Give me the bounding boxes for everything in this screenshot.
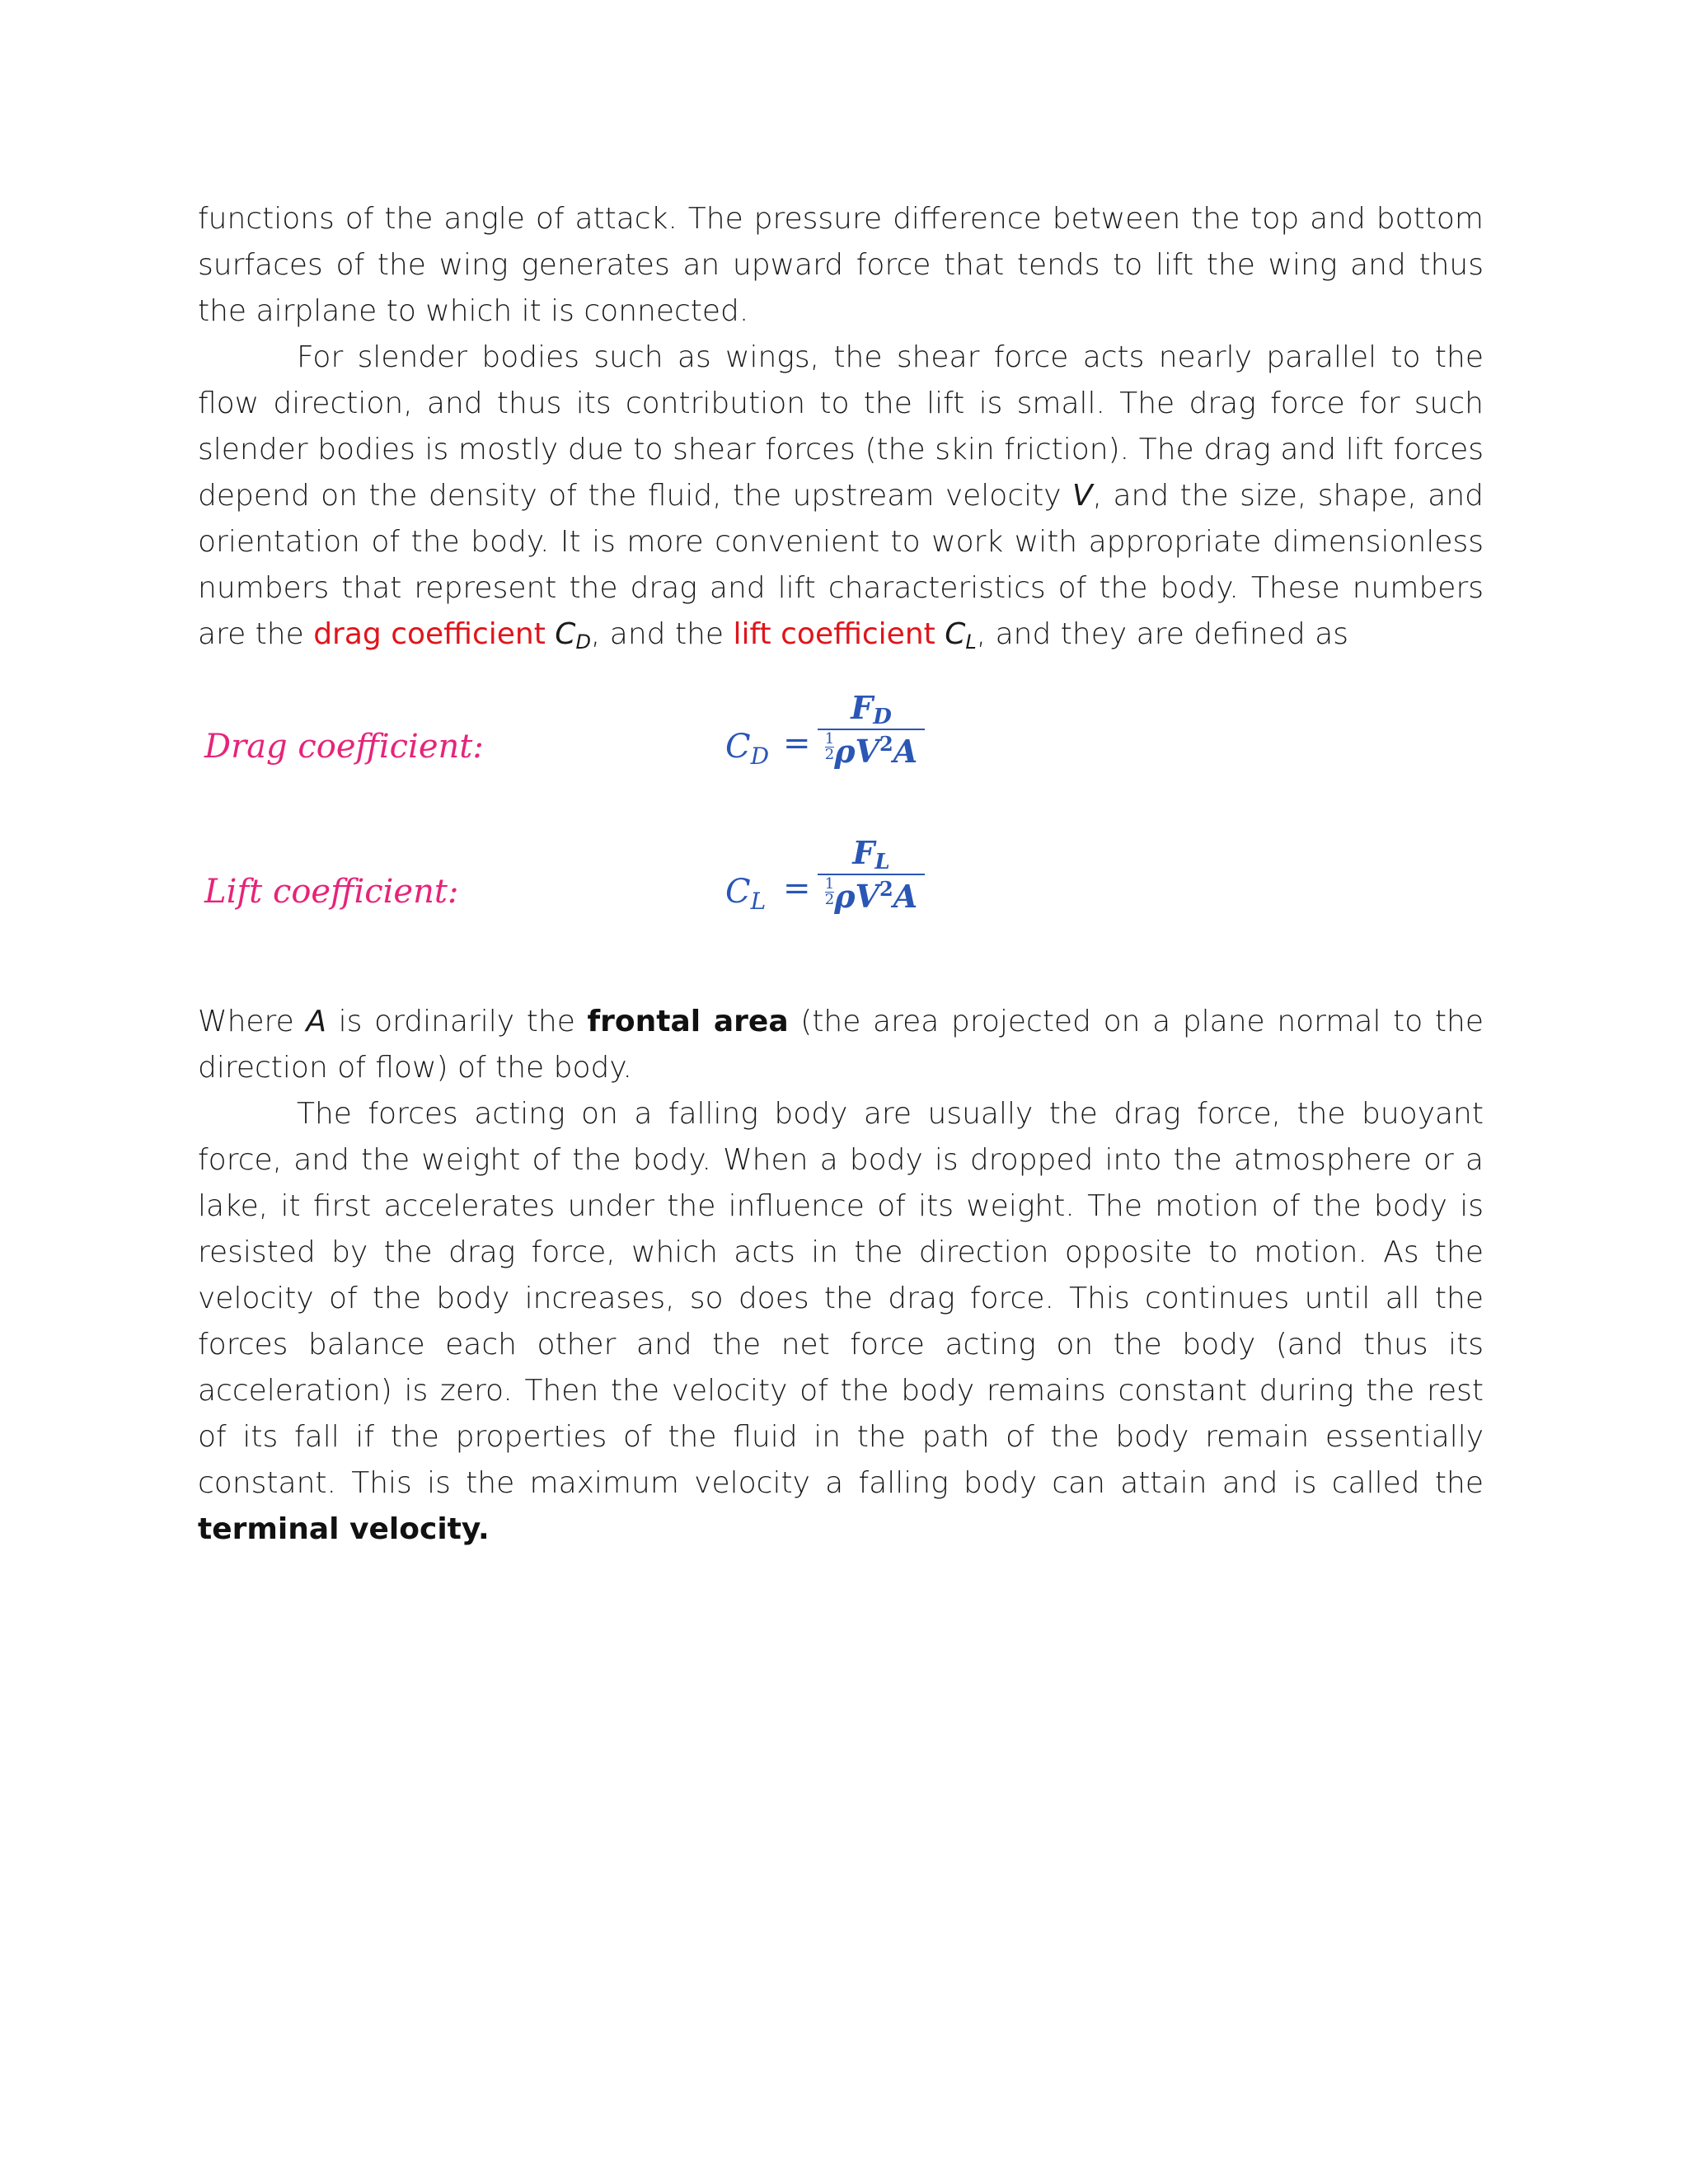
equation-label-lift: Lift coefficient: — [204, 873, 459, 911]
fraction-lift-denominator — [818, 875, 925, 916]
equation-lhs-lift-c: C — [725, 873, 751, 911]
paragraph-slender-bodies — [198, 335, 1484, 658]
equation-lhs-drag — [725, 724, 769, 770]
den-lift-a: A — [893, 878, 918, 915]
term-lift-coefficient: lift coefficient — [733, 617, 935, 651]
equation-lhs-drag-c: C — [725, 728, 751, 766]
paragraph-angle-of-attack: functions of the angle of attack. The pressure difference between the top and bottom surfaces of the wing generates an upward force that tends to lift the wing and thus the airplane to which it is connected. — [198, 202, 1484, 328]
fraction-drag-denominator — [818, 730, 925, 771]
slender-text-a: For slender bodies such as wings, the shear force acts nearly parallel to the flow direction, and thus its contribution to the lift is small. The drag force for such slender bodies is mostly due to shear forces (the skin friction). The drag and lift forces depend on the density of the fluid, the upstream velocity — [198, 340, 1484, 513]
coefficient-equations — [198, 673, 1484, 969]
slender-text-b: , and the size, shape, and orientation of the body. It is more convenient to work with appropriate dimensionless numbers that represent the drag and lift characteristics of the body. These numbers are the — [198, 479, 1484, 651]
half-drag-top: 1 — [824, 730, 835, 748]
slender-text-d: , and they are defined as — [976, 617, 1349, 651]
falling-text-a: The forces acting on a falling body are usually the drag force, the buoyant force, and the weight of the body. When a body is dropped into the atmosphere or a lake, it first accelerates under the influence of its weight. The motion of the body is resisted by the drag force, which acts in the direction opposite to motion. As the velocity of the body increases, so does the drag force. This continues until all the forces balance each other and the net force acting on the body (and thus its acceleration) is zero. Then the velocity of the body remains constant during the rest of its fall if the properties of the fluid in the path of the body remain essentially constant. This is the maximum velocity a falling body can attain and is called the — [198, 1097, 1484, 1500]
symbol-cd-sub: D — [575, 630, 591, 654]
symbol-velocity: V — [1071, 479, 1093, 513]
numerator-lift-sub: L — [874, 850, 890, 874]
slender-text-c: , and the — [590, 617, 734, 651]
numerator-drag-sub: D — [873, 705, 892, 729]
symbol-cd — [555, 617, 591, 654]
fraction-drag — [818, 689, 925, 771]
symbol-area: A — [306, 1005, 327, 1038]
half-lift — [825, 877, 834, 907]
equation-equals-drag: = — [783, 724, 811, 762]
term-terminal-velocity: terminal velocity. — [198, 1512, 490, 1546]
half-drag — [825, 732, 834, 762]
fraction-lift-numerator — [818, 834, 925, 875]
term-frontal-area: frontal area — [587, 1005, 789, 1038]
equation-lhs-drag-sub: D — [750, 743, 770, 770]
den-lift-sup: 2 — [879, 877, 893, 901]
term-drag-coefficient: drag coefficient — [313, 617, 546, 651]
symbol-cd-c: C — [555, 617, 576, 651]
fraction-lift — [818, 834, 925, 916]
equation-equals-lift: = — [783, 869, 811, 907]
equation-lhs-lift — [725, 869, 766, 915]
den-lift-rho: ρ — [834, 878, 856, 915]
symbol-cl-sub: L — [965, 630, 977, 654]
frontal-text-a: Where — [198, 1005, 307, 1038]
equation-lift — [198, 834, 1484, 958]
half-drag-bottom: 2 — [824, 746, 835, 763]
frontal-text-c: (the area projected on a plane normal to the direction of flow) of the body. — [198, 1005, 1484, 1085]
half-lift-top: 1 — [824, 875, 835, 893]
paragraph-falling-body — [198, 1091, 1484, 1553]
half-lift-bottom: 2 — [824, 891, 835, 908]
den-drag-sup: 2 — [879, 732, 893, 756]
den-drag-v: V — [855, 733, 880, 770]
frontal-text-b: is ordinarily the — [326, 1005, 588, 1038]
equation-label-drag: Drag coefficient: — [204, 728, 484, 766]
den-drag-rho: ρ — [834, 733, 856, 770]
numerator-lift-f: F — [852, 834, 875, 871]
numerator-drag-f: F — [851, 689, 874, 726]
equation-lhs-lift-sub: L — [750, 888, 767, 915]
den-lift-v: V — [855, 878, 880, 915]
paragraph-frontal-area — [198, 999, 1484, 1091]
den-drag-a: A — [893, 733, 918, 770]
symbol-cl-c: C — [945, 617, 966, 651]
symbol-cl — [945, 617, 977, 654]
equation-drag — [198, 689, 1484, 813]
document-page — [198, 196, 1484, 1553]
fraction-drag-numerator — [818, 689, 925, 730]
